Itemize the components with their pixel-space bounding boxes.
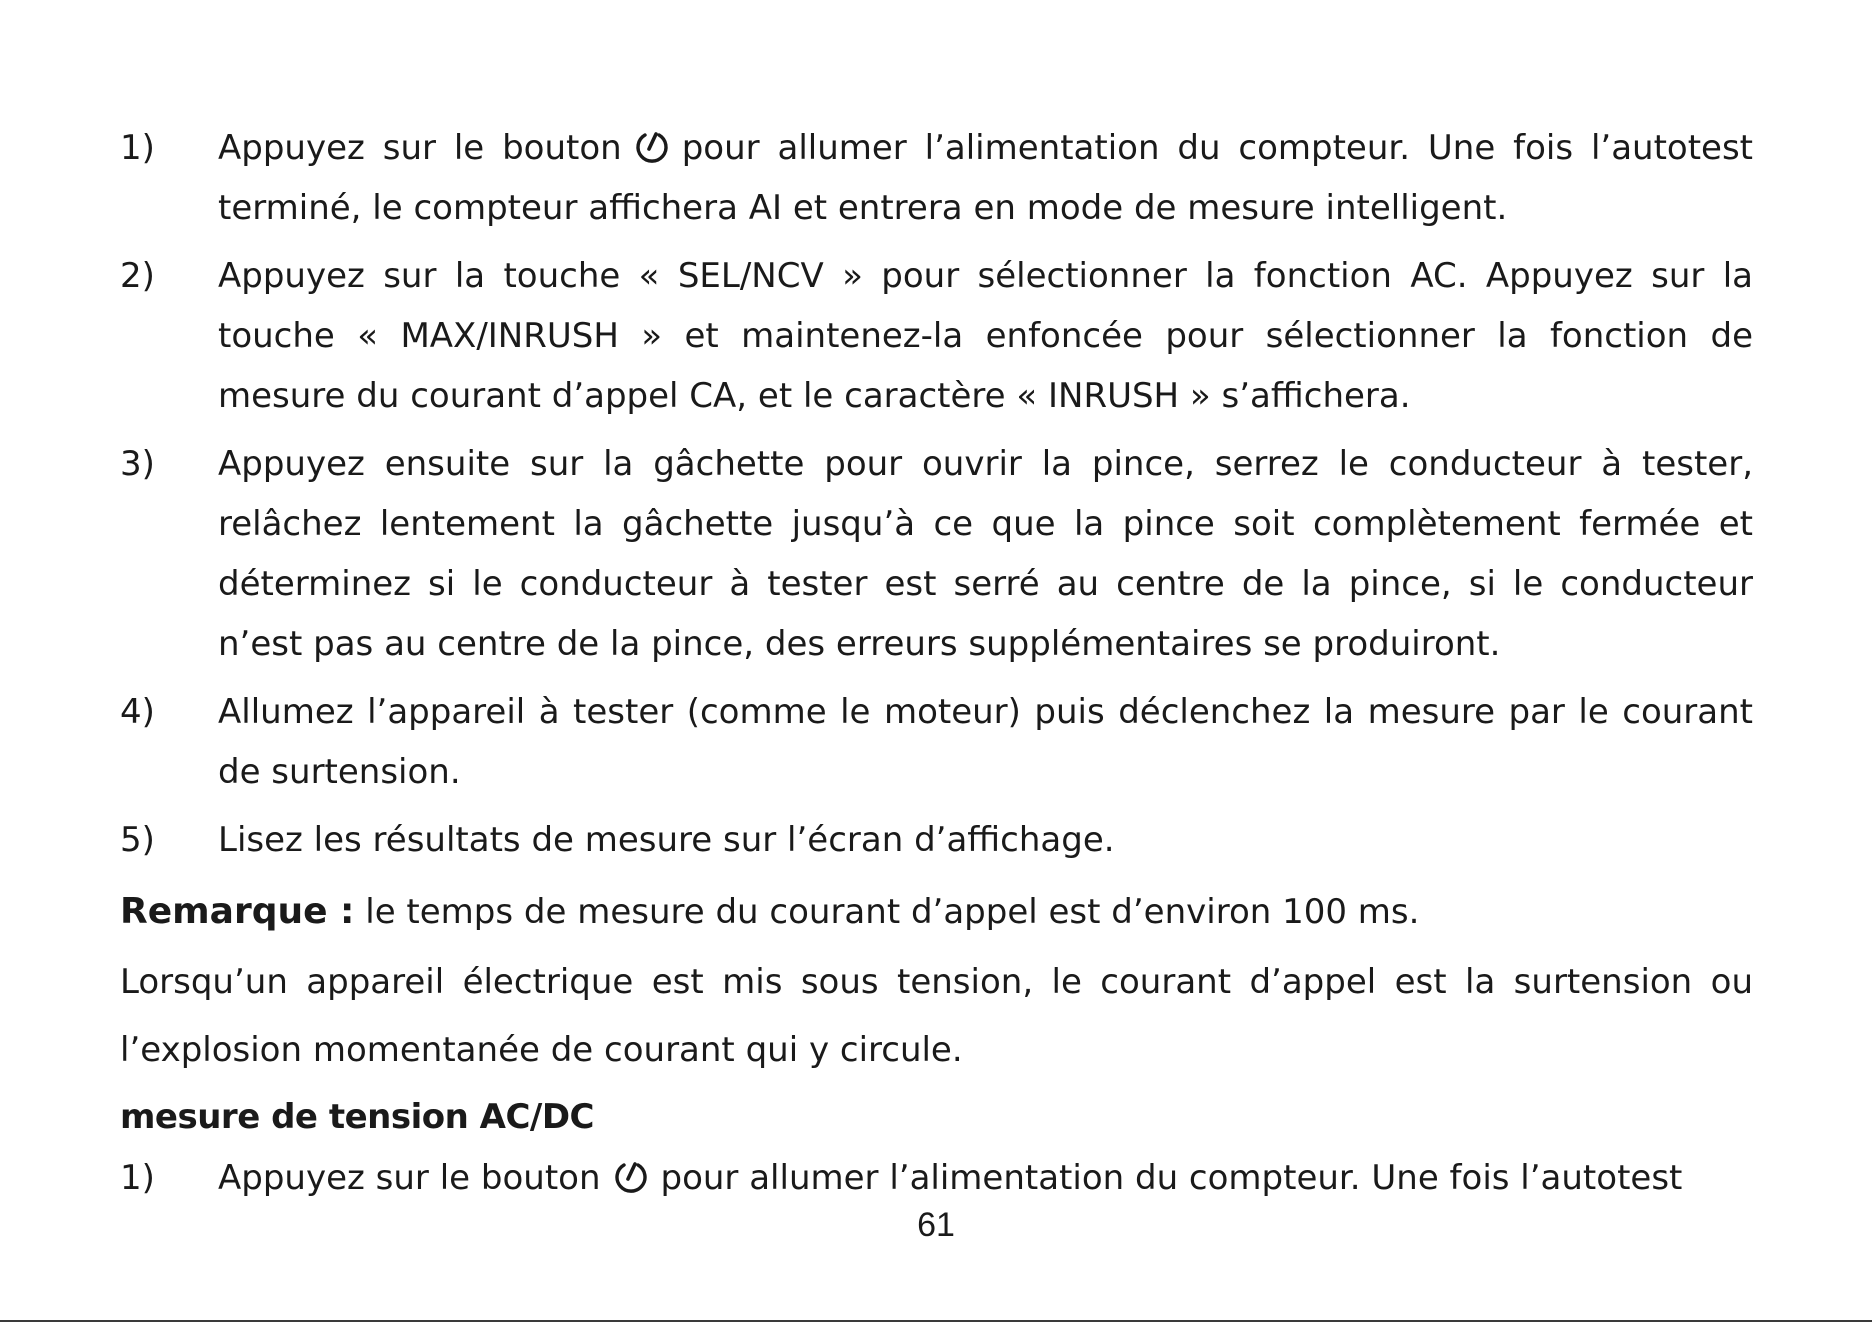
list-item	[120, 246, 1753, 426]
list-item	[120, 434, 1753, 674]
list-item	[120, 810, 1753, 870]
step-number: 1)	[120, 1158, 155, 1198]
step-text	[218, 118, 1753, 238]
step-text-before: Appuyez sur le bouton	[218, 1158, 601, 1198]
step-text-after: pour allumer l’alimentation du compteur. Une fois l’autotest terminé, le compteur affichera AI et entrera en mode de mesure intelligent.	[218, 128, 1754, 228]
step-text-after: pour allumer l’alimentation du compteur. Une fois l’autotest	[660, 1158, 1683, 1198]
step-number: 5)	[120, 820, 155, 860]
list-item	[120, 1148, 1753, 1208]
step-text-before: Appuyez sur le bouton	[218, 128, 622, 168]
document-page	[120, 118, 1753, 1216]
list-item	[120, 118, 1753, 238]
page-bottom-rule	[0, 1320, 1872, 1322]
step-number: 1)	[120, 128, 155, 168]
page-number: 61	[917, 1206, 955, 1244]
step-number: 2)	[120, 256, 155, 296]
power-icon	[632, 125, 672, 165]
body-paragraph: Lorsqu’un appareil électrique est mis sous tension, le courant d’appel est la surtension ou l’explosion momentanée de courant qui y circule.	[120, 962, 1753, 1070]
step-text: Appuyez ensuite sur la gâchette pour ouvrir la pince, serrez le conducteur à tester, relâchez lentement la gâchette jusqu’à ce que la pince soit complètement fermée et déterminez si le conducteur à tester est serré au centre de la pince, si le conducteur n’est pas au centre de la pince, des erreurs supplémentaires se produiront.	[218, 444, 1753, 664]
step-text: Allumez l’appareil à tester (comme le moteur) puis déclenchez la mesure par le courant de surtension.	[218, 692, 1753, 792]
section-heading: mesure de tension AC/DC	[120, 1097, 594, 1137]
power-icon	[611, 1155, 651, 1195]
step-number: 3)	[120, 444, 155, 484]
step-text: Lisez les résultats de mesure sur l’écran d’affichage.	[218, 820, 1115, 860]
step-number: 4)	[120, 692, 155, 732]
list-item	[120, 682, 1753, 802]
step-text: Appuyez sur la touche « SEL/NCV » pour sélectionner la fonction AC. Appuyez sur la touche « MAX/INRUSH » et maintenez-la enfoncée pour sélectionner la fonction de mesure du courant d’appel CA, et le caractère « INRUSH » s’affichera.	[218, 256, 1753, 416]
remark-label: Remarque :	[120, 891, 355, 932]
step-text	[218, 1148, 1753, 1208]
remark-note	[120, 878, 1753, 946]
remark-text: le temps de mesure du courant d’appel est d’environ 100 ms.	[354, 892, 1420, 932]
